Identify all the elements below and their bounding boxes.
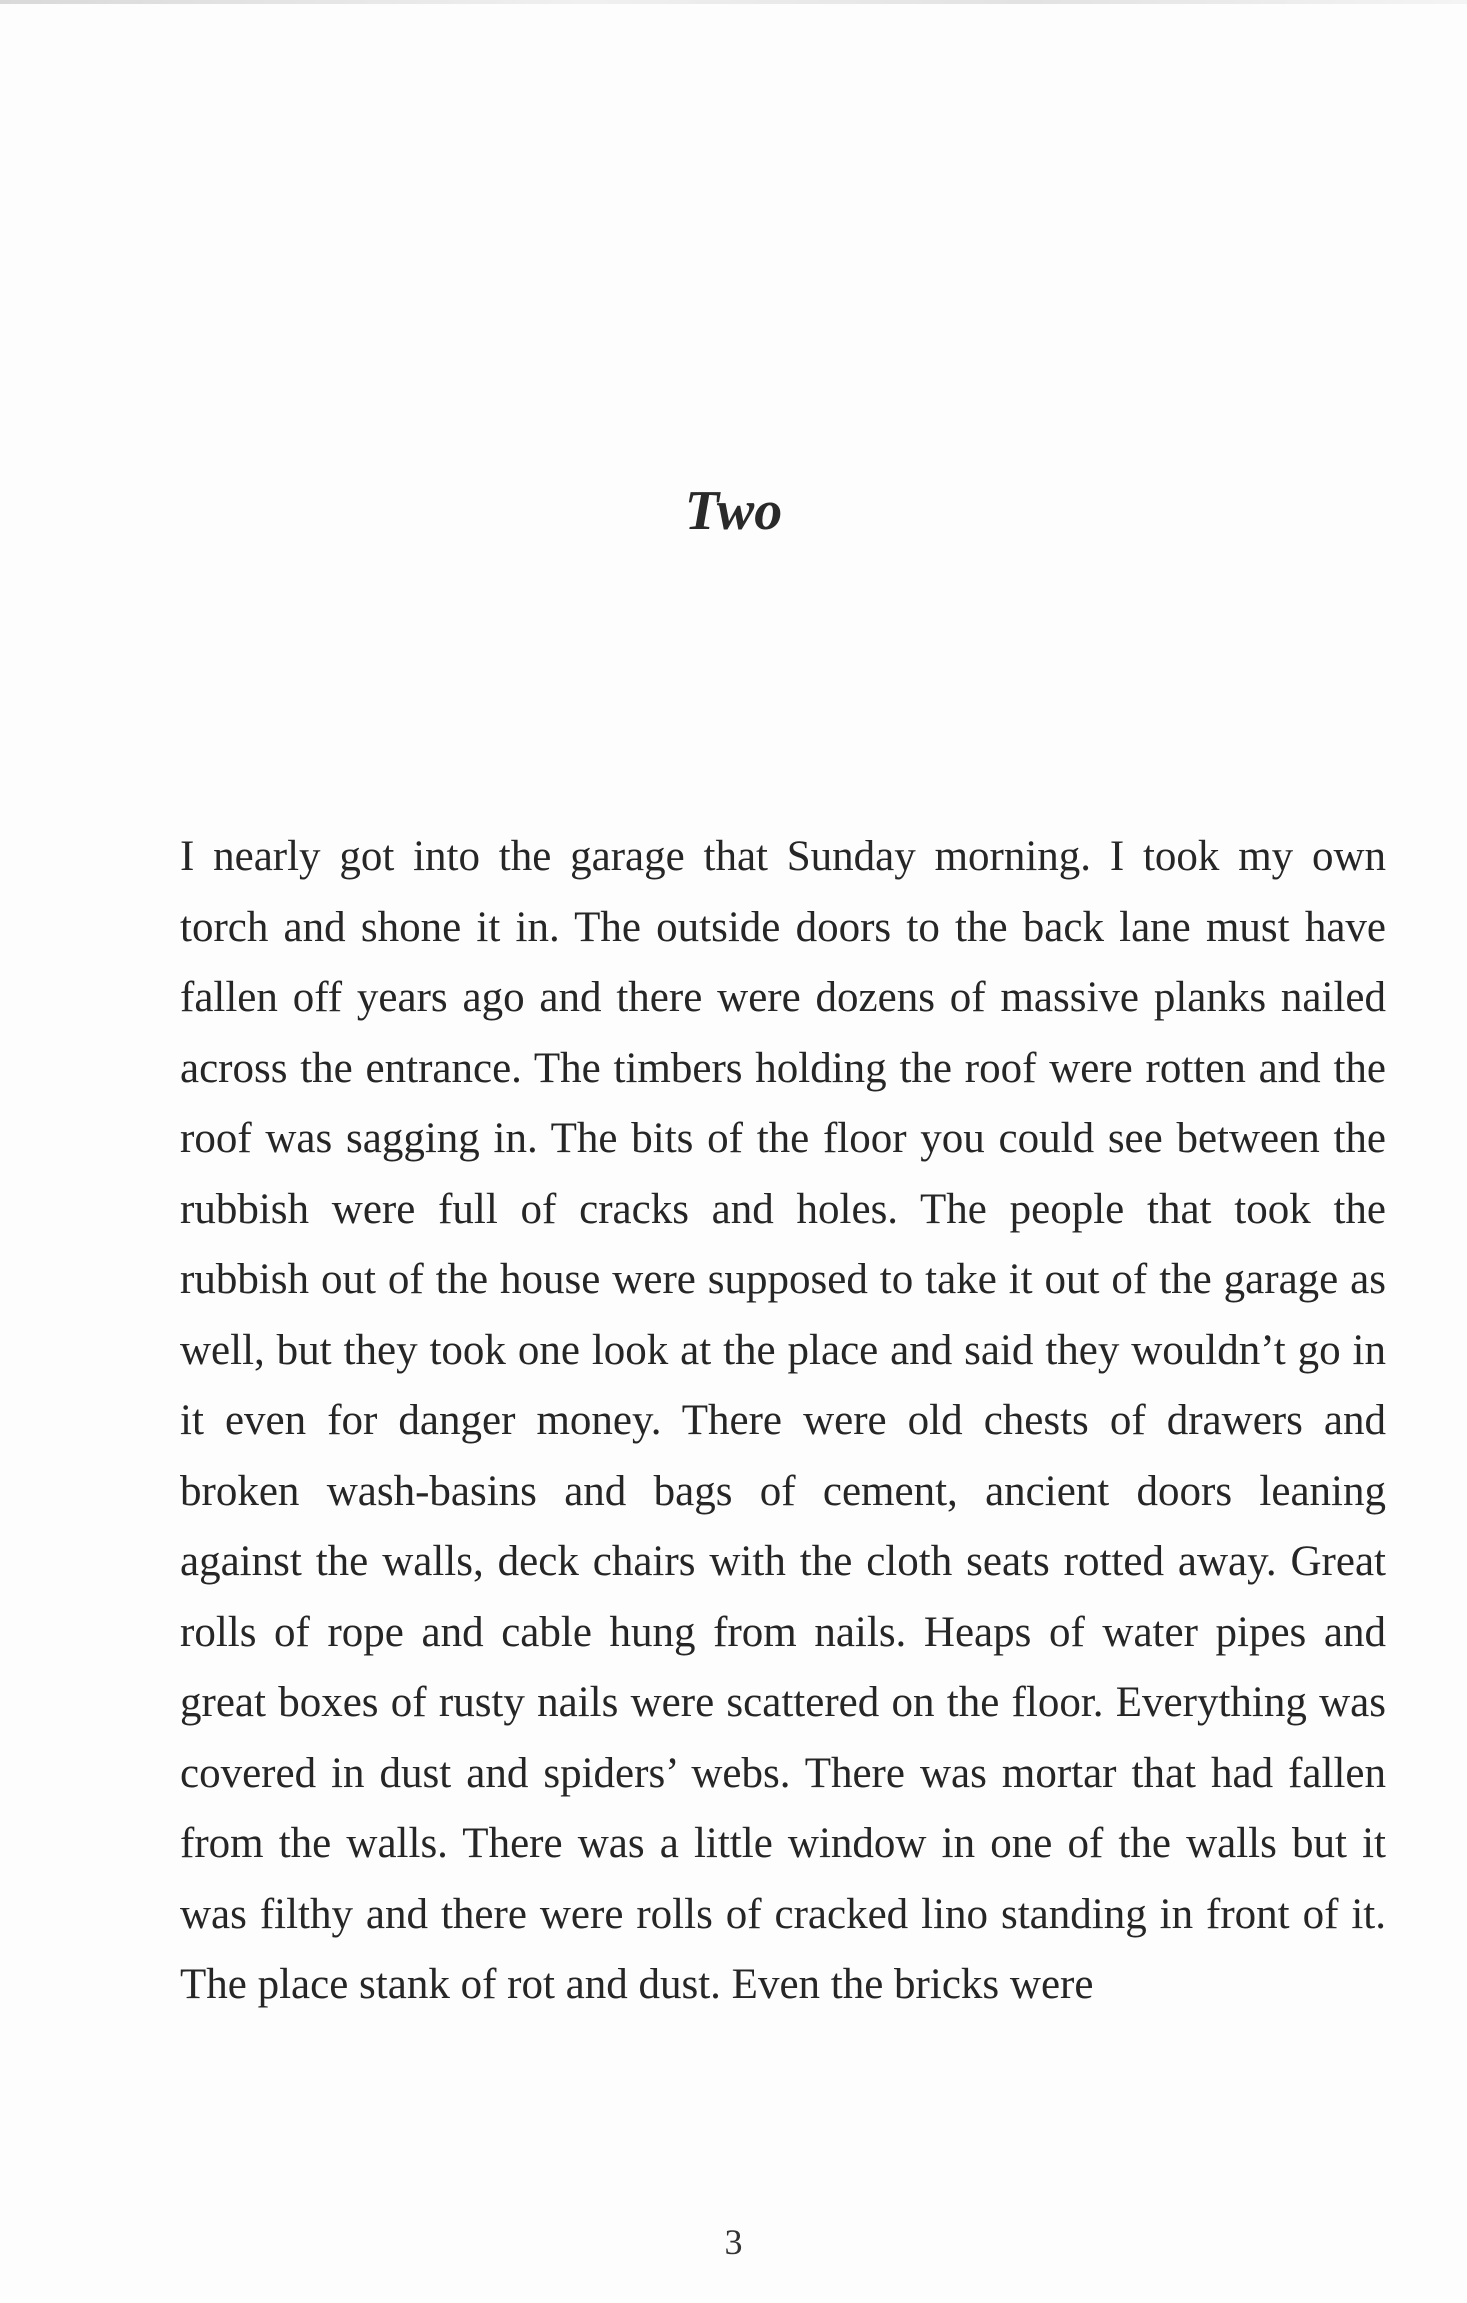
page-number: 3 — [724, 2222, 743, 2262]
scan-edge-shadow — [0, 0, 1467, 4]
chapter-title: Two — [684, 479, 783, 542]
body-paragraph: I nearly got into the garage that Sunday morning. I took my own torch and shone it in. The outside doors to the back lane must have fallen off years ago and there were dozens of massive planks nailed across the entrance. The timbers holding the roof were rotten and the roof was sagging in. The bits of the floor you could see between the rubbish were full of cracks and holes. The people that took the rubbish out of the house were supposed to take it out of the garage as well, but they took one look at the place and said they wouldn’t go in it even for danger money. There were old chests of drawers and broken wash-basins and bags of cement, ancient doors leaning against the walls, deck chairs with the cloth seats rotted away. Great rolls of rope and cable hung from nails. Heaps of water pipes and great boxes of rusty nails were scattered on the floor. Everything was covered in dust and spiders’ webs. There was mortar that had fallen from the walls. There was a little window in one of the walls but it was filthy and there were rolls of cracked lino standing in front of it. The place stank of rot and dust. Even the bricks were — [180, 833, 1386, 2008]
